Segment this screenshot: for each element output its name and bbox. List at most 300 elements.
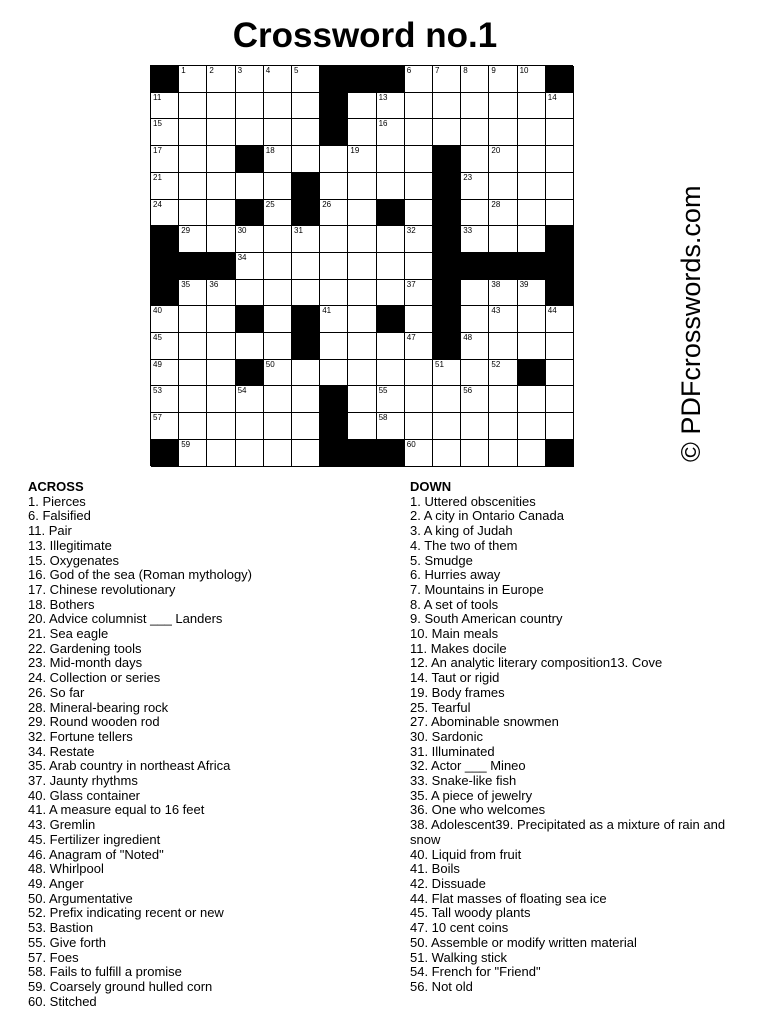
across-clue: 50. Argumentative — [28, 890, 133, 906]
grid-cell[interactable] — [489, 386, 517, 413]
black-cell — [546, 440, 574, 467]
down-clue: 3. A king of Judah — [410, 523, 513, 539]
grid-cell[interactable] — [377, 226, 405, 253]
grid-cell[interactable] — [461, 200, 489, 227]
grid-cell[interactable] — [207, 93, 235, 120]
black-cell — [151, 226, 179, 253]
grid-cell[interactable] — [236, 66, 264, 93]
black-cell — [433, 146, 461, 173]
black-cell — [433, 253, 461, 280]
across-clue: 13. Illegitimate — [28, 537, 112, 553]
grid-cell[interactable] — [489, 413, 517, 440]
down-clue: 47. 10 cent coins — [410, 920, 509, 936]
clue-number: 4 — [265, 66, 271, 75]
across-clue: 20. Advice columnist ___ Landers — [28, 611, 223, 627]
black-cell — [151, 66, 179, 93]
grid-cell[interactable] — [518, 66, 546, 93]
down-heading: DOWN — [410, 479, 452, 494]
black-cell — [377, 200, 405, 227]
down-clue: 5. Smudge — [410, 552, 473, 568]
clue-number: 38 — [491, 279, 501, 289]
across-clue: 48. Whirlpool — [28, 861, 104, 877]
clue-number: 42 — [378, 306, 388, 316]
across-clue: 17. Chinese revolutionary — [28, 581, 176, 597]
grid-cell[interactable] — [518, 173, 546, 200]
clue-number: 37 — [406, 279, 416, 289]
down-clue: 41. Boils — [410, 861, 460, 877]
grid-cell[interactable] — [461, 360, 489, 387]
grid-cell[interactable] — [179, 226, 207, 253]
grid-cell[interactable] — [292, 386, 320, 413]
grid-cell[interactable] — [518, 226, 546, 253]
grid-cell[interactable] — [461, 173, 489, 200]
grid-cell[interactable] — [207, 146, 235, 173]
grid-cell[interactable] — [348, 173, 376, 200]
black-cell — [320, 93, 348, 120]
grid-cell[interactable] — [292, 93, 320, 120]
grid-cell[interactable] — [489, 440, 517, 467]
grid-cell[interactable] — [151, 386, 179, 413]
grid-cell[interactable] — [348, 253, 376, 280]
grid-cell[interactable] — [518, 413, 546, 440]
grid-cell[interactable] — [348, 360, 376, 387]
grid-cell[interactable] — [461, 280, 489, 307]
grid-cell[interactable] — [489, 306, 517, 333]
grid-cell[interactable] — [405, 386, 433, 413]
grid-cell[interactable] — [292, 119, 320, 146]
grid-cell[interactable] — [179, 146, 207, 173]
grid-cell[interactable] — [405, 119, 433, 146]
grid-cell[interactable] — [489, 226, 517, 253]
grid-cell[interactable] — [489, 333, 517, 360]
grid-cell[interactable] — [461, 333, 489, 360]
clue-number: 52 — [491, 359, 501, 369]
grid-cell[interactable] — [433, 413, 461, 440]
clue-number: 22 — [294, 172, 303, 182]
grid-cell[interactable] — [207, 200, 235, 227]
grid-cell[interactable] — [377, 173, 405, 200]
black-cell — [518, 253, 546, 280]
grid-cell[interactable] — [461, 93, 489, 120]
grid-cell[interactable] — [264, 386, 292, 413]
grid-cell[interactable] — [236, 333, 264, 360]
clue-number: 12 — [322, 92, 332, 102]
across-clue: 32. Fortune tellers — [28, 728, 133, 744]
grid-cell[interactable] — [377, 413, 405, 440]
across-clue: 29. Round wooden rod — [28, 714, 160, 730]
grid-cell[interactable] — [348, 200, 376, 227]
grid-cell[interactable] — [292, 440, 320, 467]
grid-cell[interactable] — [546, 360, 574, 387]
down-clue: 10. Main meals — [410, 626, 499, 642]
grid-cell[interactable] — [320, 360, 348, 387]
down-clue: 12. An analytic literary composition13. Cove — [410, 655, 663, 671]
black-cell — [433, 306, 461, 333]
grid-cell[interactable] — [433, 66, 461, 93]
grid-cell[interactable] — [348, 226, 376, 253]
grid-cell[interactable] — [489, 360, 517, 387]
down-clue: 42. Dissuade — [410, 875, 486, 891]
grid-cell[interactable] — [489, 280, 517, 307]
grid-cell[interactable] — [518, 386, 546, 413]
across-clue: 28. Mineral-bearing rock — [28, 699, 169, 715]
grid-cell[interactable] — [264, 333, 292, 360]
grid-cell[interactable] — [207, 226, 235, 253]
grid-cell[interactable] — [489, 93, 517, 120]
black-cell — [292, 200, 320, 227]
grid-cell[interactable] — [179, 333, 207, 360]
black-cell — [320, 119, 348, 146]
grid-cell[interactable] — [405, 253, 433, 280]
grid-cell[interactable] — [264, 66, 292, 93]
grid-cell[interactable] — [546, 173, 574, 200]
grid-cell[interactable] — [292, 66, 320, 93]
grid-cell[interactable] — [405, 93, 433, 120]
grid-cell[interactable] — [461, 386, 489, 413]
across-clue: 58. Fails to fulfill a promise — [28, 964, 182, 980]
black-cell — [236, 306, 264, 333]
across-clue: 6. Falsified — [28, 508, 91, 524]
black-cell — [433, 200, 461, 227]
black-cell — [546, 226, 574, 253]
down-clue: 6. Hurries away — [410, 567, 501, 583]
black-cell — [292, 306, 320, 333]
grid-cell[interactable] — [320, 226, 348, 253]
grid-cell[interactable] — [320, 173, 348, 200]
grid-cell[interactable] — [405, 173, 433, 200]
clue-number: 3 — [237, 66, 243, 75]
grid-cell[interactable] — [264, 280, 292, 307]
grid-cell[interactable] — [292, 146, 320, 173]
grid-cell[interactable] — [207, 386, 235, 413]
grid-cell[interactable] — [264, 93, 292, 120]
grid-cell[interactable] — [489, 200, 517, 227]
down-clue: 35. A piece of jewelry — [410, 787, 533, 803]
clue-number: 33 — [463, 226, 473, 236]
clue-number: 30 — [237, 226, 247, 236]
grid-cell[interactable] — [546, 333, 574, 360]
grid-cell[interactable] — [348, 333, 376, 360]
grid-cell[interactable] — [179, 360, 207, 387]
across-heading: ACROSS — [28, 479, 84, 494]
across-clue: 55. Give forth — [28, 934, 107, 950]
clue-number: 19 — [350, 146, 360, 156]
grid-cell[interactable] — [518, 333, 546, 360]
grid-cell[interactable] — [264, 226, 292, 253]
grid-cell[interactable] — [151, 93, 179, 120]
grid-cell[interactable] — [546, 413, 574, 440]
grid-cell[interactable] — [151, 360, 179, 387]
clue-number: 59 — [181, 439, 191, 449]
grid-cell[interactable] — [377, 119, 405, 146]
down-clue: 8. A set of tools — [410, 596, 499, 612]
down-clue: 50. Assemble or modify written material — [410, 934, 637, 950]
grid-cell[interactable] — [179, 440, 207, 467]
across-clue: 53. Bastion — [28, 920, 94, 936]
grid-cell[interactable] — [207, 66, 235, 93]
grid-cell[interactable] — [236, 226, 264, 253]
down-clue: 38. Adolescent39. Precipitated as a mixture of rain and — [410, 817, 726, 833]
grid-cell[interactable] — [489, 119, 517, 146]
black-cell — [489, 253, 517, 280]
grid-cell[interactable] — [405, 306, 433, 333]
down-clue: 40. Liquid from fruit — [410, 846, 522, 862]
grid-cell[interactable] — [292, 253, 320, 280]
grid-cell[interactable] — [264, 146, 292, 173]
grid-cell[interactable] — [461, 306, 489, 333]
down-clues — [410, 480, 755, 995]
grid-cell[interactable] — [292, 413, 320, 440]
clue-number: 9 — [491, 66, 496, 75]
black-cell — [546, 253, 574, 280]
clue-number: 50 — [265, 359, 275, 369]
grid-cell[interactable] — [207, 280, 235, 307]
across-clue: 43. Gremlin — [28, 817, 96, 833]
grid-cell[interactable] — [405, 440, 433, 467]
grid-cell[interactable] — [264, 119, 292, 146]
across-clue: 37. Jaunty rhythms — [28, 773, 138, 789]
grid-cell[interactable] — [518, 119, 546, 146]
across-clue: 26. So far — [28, 684, 85, 700]
grid-cell[interactable] — [179, 280, 207, 307]
grid-cell[interactable] — [405, 333, 433, 360]
grid-cell[interactable] — [236, 386, 264, 413]
grid-cell[interactable] — [405, 280, 433, 307]
grid-cell[interactable] — [377, 93, 405, 120]
grid-cell[interactable] — [292, 226, 320, 253]
grid-cell[interactable] — [546, 200, 574, 227]
grid-cell[interactable] — [236, 119, 264, 146]
grid-cell[interactable] — [405, 146, 433, 173]
clue-number: 28 — [491, 199, 501, 209]
down-clue: 9. South American country — [410, 611, 563, 627]
grid-cell[interactable] — [405, 200, 433, 227]
clue-number: 16 — [378, 119, 388, 129]
grid-cell[interactable] — [264, 306, 292, 333]
across-clue: 16. God of the sea (Roman mythology) — [28, 567, 253, 583]
grid-cell[interactable] — [151, 306, 179, 333]
black-cell — [292, 173, 320, 200]
down-clue: 4. The two of them — [410, 537, 518, 553]
clue-number: 34 — [237, 252, 247, 262]
grid-cell[interactable] — [179, 66, 207, 93]
grid-cell[interactable] — [489, 146, 517, 173]
across-clue: 59. Coarsely ground hulled corn — [28, 978, 213, 994]
black-cell — [546, 280, 574, 307]
grid-cell[interactable] — [461, 440, 489, 467]
down-clue: 54. French for "Friend" — [410, 964, 541, 980]
clue-number: 54 — [237, 386, 247, 396]
across-clue: 60. Stitched — [28, 993, 97, 1009]
clue-number: 55 — [378, 386, 388, 396]
grid-cell[interactable] — [179, 306, 207, 333]
black-cell — [377, 306, 405, 333]
grid-cell[interactable] — [377, 280, 405, 307]
grid-cell[interactable] — [236, 173, 264, 200]
clue-number: 60 — [406, 439, 416, 449]
grid-cell[interactable] — [405, 360, 433, 387]
grid-cell[interactable] — [546, 386, 574, 413]
grid-cell[interactable] — [151, 333, 179, 360]
grid-cell[interactable] — [236, 280, 264, 307]
grid-cell[interactable] — [179, 93, 207, 120]
grid-cell[interactable] — [320, 306, 348, 333]
grid-cell[interactable] — [179, 413, 207, 440]
grid-cell[interactable] — [236, 93, 264, 120]
grid-cell[interactable] — [179, 200, 207, 227]
across-clue: 24. Collection or series — [28, 670, 161, 686]
clue-number: 15 — [153, 119, 162, 129]
grid-cell[interactable] — [264, 253, 292, 280]
grid-cell[interactable] — [461, 66, 489, 93]
black-cell — [433, 333, 461, 360]
grid-cell[interactable] — [264, 413, 292, 440]
black-cell — [320, 440, 348, 467]
grid-cell[interactable] — [433, 386, 461, 413]
grid-cell[interactable] — [292, 360, 320, 387]
grid-cell[interactable] — [151, 173, 179, 200]
across-clue: 49. Anger — [28, 875, 84, 891]
grid-cell[interactable] — [546, 93, 574, 120]
grid-cell[interactable] — [264, 360, 292, 387]
grid-cell[interactable] — [236, 253, 264, 280]
grid-cell[interactable] — [518, 200, 546, 227]
across-clue: 35. Arab country in northeast Africa — [28, 758, 231, 774]
clue-number: 46 — [294, 333, 303, 342]
down-clue: 30. Sardonic — [410, 728, 483, 744]
grid-cell[interactable] — [348, 306, 376, 333]
grid-cell[interactable] — [348, 146, 376, 173]
grid-cell[interactable] — [264, 200, 292, 227]
down-clue: 31. Illuminated — [410, 743, 495, 759]
black-cell — [320, 386, 348, 413]
grid-cell[interactable] — [433, 440, 461, 467]
grid-cell[interactable] — [489, 66, 517, 93]
grid-cell[interactable] — [348, 386, 376, 413]
grid-cell[interactable] — [518, 93, 546, 120]
grid-cell[interactable] — [179, 173, 207, 200]
grid-cell[interactable] — [489, 173, 517, 200]
black-cell — [461, 253, 489, 280]
grid-cell[interactable] — [264, 173, 292, 200]
clue-number: 24 — [153, 199, 162, 209]
clue-number: 18 — [265, 146, 275, 156]
grid-cell[interactable] — [405, 413, 433, 440]
down-clue: 27. Abominable snowmen — [410, 714, 559, 730]
grid-cell[interactable] — [377, 146, 405, 173]
grid-cell[interactable] — [264, 440, 292, 467]
across-clue: 23. Mid-month days — [28, 655, 143, 671]
grid-cell[interactable] — [320, 146, 348, 173]
down-clue: 32. Actor ___ Mineo — [410, 758, 526, 774]
grid-cell[interactable] — [377, 360, 405, 387]
grid-cell[interactable] — [518, 440, 546, 467]
clue-number: 2 — [209, 66, 214, 75]
grid-cell[interactable] — [292, 280, 320, 307]
grid-cell[interactable] — [179, 119, 207, 146]
down-clue: 36. One who welcomes — [410, 802, 546, 818]
grid-cell[interactable] — [433, 93, 461, 120]
grid-cell[interactable] — [546, 119, 574, 146]
down-clue: snow — [410, 831, 441, 847]
grid-cell[interactable] — [320, 333, 348, 360]
black-cell — [151, 280, 179, 307]
grid-cell[interactable] — [207, 440, 235, 467]
grid-cell[interactable] — [348, 119, 376, 146]
grid-cell[interactable] — [207, 333, 235, 360]
clue-number: 13 — [378, 92, 388, 102]
site-credit: © PDFcrosswords.com — [676, 185, 706, 462]
grid-cell[interactable] — [433, 360, 461, 387]
crossword-grid — [150, 65, 573, 466]
black-cell — [518, 360, 546, 387]
grid-cell[interactable] — [207, 306, 235, 333]
grid-cell[interactable] — [236, 413, 264, 440]
page-title: Crossword no.1 — [232, 16, 498, 55]
grid-cell[interactable] — [320, 200, 348, 227]
across-clue: 11. Pair — [28, 523, 72, 539]
grid-cell[interactable] — [236, 440, 264, 467]
black-cell — [546, 66, 574, 93]
clue-number: 8 — [463, 66, 468, 75]
grid-cell[interactable] — [348, 280, 376, 307]
grid-cell[interactable] — [207, 360, 235, 387]
clue-number: 31 — [294, 226, 303, 236]
grid-cell[interactable] — [207, 413, 235, 440]
grid-cell[interactable] — [518, 146, 546, 173]
grid-cell[interactable] — [348, 93, 376, 120]
grid-cell[interactable] — [207, 119, 235, 146]
black-cell — [377, 66, 405, 93]
grid-cell[interactable] — [320, 253, 348, 280]
clue-number: 41 — [322, 306, 332, 316]
grid-cell[interactable] — [377, 253, 405, 280]
grid-cell[interactable] — [461, 119, 489, 146]
clue-number: 17 — [153, 146, 162, 156]
grid-cell[interactable] — [348, 413, 376, 440]
clue-number: 1 — [181, 66, 186, 75]
grid-cell[interactable] — [151, 146, 179, 173]
grid-cell[interactable] — [405, 226, 433, 253]
clue-number: 56 — [463, 386, 473, 396]
grid-cell[interactable] — [179, 386, 207, 413]
clue-number: 26 — [322, 199, 332, 209]
black-cell — [348, 66, 376, 93]
grid-cell[interactable] — [151, 413, 179, 440]
grid-cell[interactable] — [320, 280, 348, 307]
grid-cell[interactable] — [207, 173, 235, 200]
clue-number: 53 — [153, 386, 162, 396]
grid-cell[interactable] — [461, 413, 489, 440]
grid-cell[interactable] — [546, 146, 574, 173]
clue-number: 49 — [153, 359, 162, 369]
clue-number: 39 — [519, 279, 529, 289]
clue-number: 48 — [463, 333, 473, 342]
grid-cell[interactable] — [546, 306, 574, 333]
down-clue: 14. Taut or rigid — [410, 670, 500, 686]
grid-cell[interactable] — [377, 333, 405, 360]
grid-cell[interactable] — [377, 386, 405, 413]
across-clue: 22. Gardening tools — [28, 640, 142, 656]
grid-cell[interactable] — [461, 226, 489, 253]
grid-cell[interactable] — [433, 119, 461, 146]
grid-cell[interactable] — [518, 306, 546, 333]
grid-cell[interactable] — [151, 200, 179, 227]
grid-cell[interactable] — [461, 146, 489, 173]
grid-cell[interactable] — [518, 280, 546, 307]
grid-cell[interactable] — [405, 66, 433, 93]
grid-cell[interactable] — [151, 119, 179, 146]
